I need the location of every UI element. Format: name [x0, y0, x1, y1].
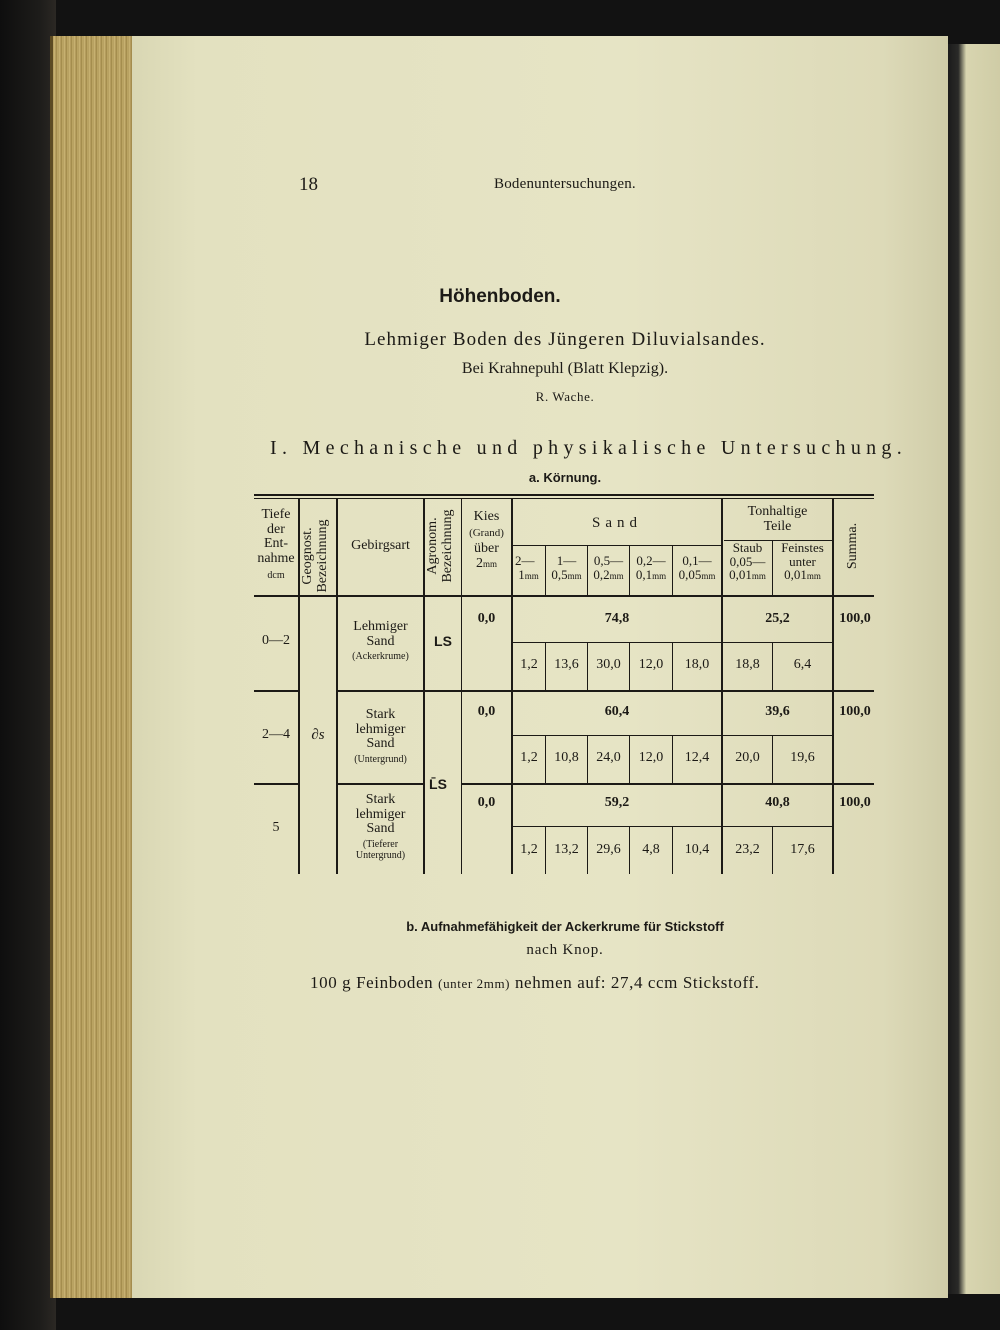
header-feinstes: Feinstes unter 0,01mm [781, 540, 824, 583]
sub-heading-b: b. Aufnahmefähigkeit der Ackerkrume für Stickstoff [406, 919, 724, 934]
header-tiefe: Tiefe der Ent- nahme dcm [257, 507, 295, 581]
row-2-sand-total: 60,4 [604, 704, 630, 719]
row-1-tiefe: 0—2 [262, 633, 290, 648]
header-bottom-rule [254, 595, 874, 597]
row-1-sand-1: 1,2 [520, 657, 538, 672]
row-3-staub: 23,2 [735, 842, 760, 857]
row-3-ton-total: 40,8 [765, 795, 790, 810]
row-1-sand-2: 13,6 [554, 657, 579, 672]
header-sand: Sand [592, 515, 642, 531]
location-line: Bei Krahnepuhl (Blatt Klepzig). [461, 360, 669, 377]
header-sand-col-3: 0,5— 0,2mm [593, 553, 624, 582]
row-2-sand-1: 1,2 [520, 750, 538, 765]
row-1-staub: 18,8 [735, 657, 760, 672]
page-edges [50, 36, 137, 1298]
row-2-sand-3: 24,0 [596, 750, 621, 765]
row-rule [336, 690, 874, 692]
subtitle: Lehmiger Boden des Jüngeren Diluvialsandes. [364, 329, 766, 350]
row-1-summa: 100,0 [839, 611, 871, 626]
row-3-sand-3: 29,6 [596, 842, 621, 857]
section-title: Höhenboden. [439, 286, 561, 307]
row-3-tiefe: 5 [272, 820, 280, 835]
row-rule [336, 783, 424, 785]
table-top-rule-2 [254, 498, 874, 499]
col-rule [832, 498, 834, 874]
sub-heading-a: a. Körnung. [528, 470, 602, 485]
table-top-rule [254, 494, 874, 496]
header-agronom: Agronom. Bezeichnung [425, 509, 455, 583]
row-2-gebirgsart: Stark lehmiger Sand (Untergrund) [354, 707, 407, 766]
running-head: Bodenuntersuchungen. [494, 176, 636, 192]
sub-heading-b-source: nach Knop. [526, 942, 604, 958]
header-sand-col-5: 0,1— 0,05mm [678, 553, 716, 582]
row-2-sand-5: 12,4 [684, 750, 710, 765]
row-3-sand-total: 59,2 [604, 795, 630, 810]
header-kies: Kies (Grand) über 2mm [469, 509, 504, 571]
header-sand-col-2: 1— 0,5mm [551, 553, 582, 582]
header-sand-col-4: 0,2— 0,1mm [635, 553, 667, 582]
header-staub: Staub 0,05— 0,01mm [729, 540, 766, 583]
row-1-sand-3: 30,0 [596, 657, 621, 672]
row-1-sand-5: 18,0 [684, 657, 710, 672]
row-3-feinstes: 17,6 [790, 842, 815, 857]
header-tonhaltige: Tonhaltige Teile [747, 504, 808, 534]
row-1-agronom: LS [434, 633, 452, 649]
stickstoff-result: 100 g Feinboden (unter 2mm) nehmen auf: 27,4 ccm Stickstoff. [310, 973, 760, 992]
row-2-sand-4: 12,0 [638, 750, 664, 765]
row-rule [254, 690, 298, 692]
header-sand-col-1: 2— 1mm [515, 553, 539, 582]
row-3-sand-4: 4,8 [642, 842, 660, 857]
row-1-sand-total: 74,8 [604, 611, 630, 626]
row-1-ton-total: 25,2 [765, 611, 790, 626]
row-rule [462, 783, 874, 785]
row-3-summa: 100,0 [839, 795, 871, 810]
row-2-tiefe: 2—4 [262, 727, 290, 742]
facing-page-edge [948, 44, 1000, 1294]
header-gebirgsart: Gebirgsart [351, 538, 410, 553]
page-number: 18 [299, 174, 318, 195]
row-1-gebirgsart: Lehmiger Sand (Ackerkrume) [352, 619, 409, 663]
row-3-sand-5: 10,4 [684, 842, 710, 857]
row-rule [254, 783, 298, 785]
row-2-ton-total: 39,6 [765, 704, 790, 719]
author-line: R. Wache. [535, 389, 595, 404]
row-1-feinstes: 6,4 [793, 657, 812, 672]
header-summa: Summa. [845, 522, 860, 570]
row-3-sand-2: 13,2 [554, 842, 579, 857]
part-heading: I. Mechanische und physikalische Untersuchung. [270, 437, 908, 459]
sand-sub-rule [511, 545, 721, 546]
geognost-symbol: ∂s [311, 727, 325, 743]
header-geognost: Geognost. Bezeichnung [300, 519, 330, 593]
row-3-gebirgsart: Stark lehmiger Sand (Tieferer Untergrund) [355, 792, 406, 861]
row-2-feinstes: 19,6 [790, 750, 815, 765]
row-2-staub: 20,0 [735, 750, 760, 765]
row-2-kies: 0,0 [477, 704, 496, 719]
row-3-sand-1: 1,2 [520, 842, 538, 857]
row-1-sand-4: 12,0 [638, 657, 664, 672]
row-1-kies: 0,0 [477, 611, 496, 626]
row-2-sand-2: 10,8 [554, 750, 579, 765]
row-2-summa: 100,0 [839, 704, 871, 719]
row-2-agronom: L̄S [429, 776, 447, 792]
row-3-kies: 0,0 [477, 795, 496, 810]
book-cover-left [0, 0, 56, 1330]
